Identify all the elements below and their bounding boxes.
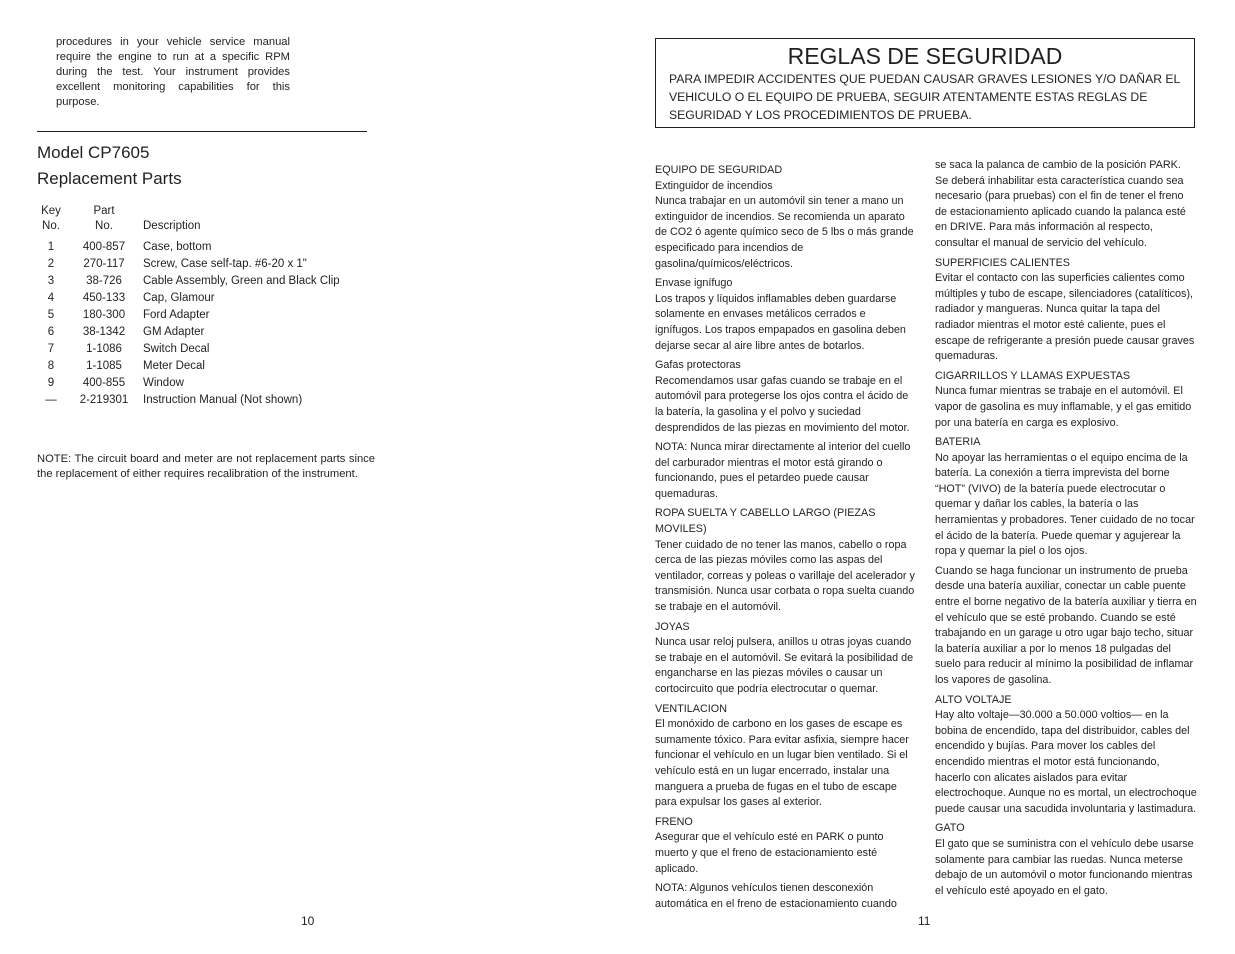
header-description xyxy=(143,204,340,241)
safety-section-heading: ROPA SUELTA Y CABELLO LARGO (PIEZAS MOVILES) xyxy=(655,507,876,536)
safety-section-heading: Gafas protectoras xyxy=(655,359,741,372)
part-number: 38-1342 xyxy=(82,326,126,338)
model-heading xyxy=(37,140,182,192)
part-description: Screw, Case self-tap. #6-20 x 1" xyxy=(143,258,307,270)
safety-section-heading: SUPERFICIES CALIENTES xyxy=(935,256,1070,269)
part-number: 450-133 xyxy=(82,292,126,304)
safety-section-text: Cuando se haga funcionar un instrumento de prueba desde una batería auxiliar, conectar un cable puente entre el borne negativo de la batería auxiliar y tierra en el vehículo que se esté probando. Cuando se esté trabajando en un garage u otro ugar bajo techo, situar la batería auxiliar a por lo menos 18 pulgadas del suelo para reducir al mínimo la posibilidad de inflamar los vapores de gasolina. xyxy=(935,564,1197,686)
safety-section xyxy=(935,564,1197,689)
safety-section-text: NOTA: Nunca mirar directamente al interior del cuello del carburador mientras el motor está girando o funcionando, pues el petardeo puede causar quemaduras. xyxy=(655,441,911,500)
part-number: 270-117 xyxy=(83,258,125,270)
safety-section xyxy=(655,276,915,354)
part-key: 1 xyxy=(47,241,55,253)
part-description: Switch Decal xyxy=(143,343,210,355)
safety-column-left xyxy=(655,163,915,916)
replacement-parts-table xyxy=(37,204,340,411)
table-row xyxy=(37,309,340,326)
safety-section xyxy=(935,256,1197,365)
safety-section-heading: Envase ignífugo xyxy=(655,277,733,290)
part-description: Meter Decal xyxy=(143,360,205,372)
safety-rules-box xyxy=(655,38,1195,128)
page-number-left: 10 xyxy=(301,914,315,928)
safety-section xyxy=(655,620,915,698)
safety-section-heading: ALTO VOLTAJE xyxy=(935,693,1012,706)
part-number: 400-855 xyxy=(82,377,126,389)
safety-section xyxy=(935,435,1197,560)
table-row xyxy=(37,343,340,360)
note-paragraph: NOTE: The circuit board and meter are not replacement parts since the replacement of either requires recalibration of the instrument. xyxy=(37,453,375,480)
section-divider xyxy=(37,131,367,132)
safety-section-text: No apoyar las herramientas o el equipo encima de la batería. La conexión a tierra imprevista del borne “HOT” (VIVO) de la batería puede electrocutar o quemar y dañar los cables, la batería o las herramientas y probadores. Tener cuidado de no tocar el ácido de la batería. Puede quemar y agujerear la ropa y quemar la piel o los ojos. xyxy=(935,451,1195,558)
safety-section xyxy=(655,358,915,436)
part-description: Window xyxy=(143,377,184,389)
safety-section-text: Recomendamos usar gafas cuando se trabaje en el automóvil para protegerse los ojos contra el ácido de la batería, la gasolina y el polvo y suciedad desprendidos de las piezas en movimiento del motor. xyxy=(655,374,910,434)
table-row xyxy=(37,241,340,258)
model-title: Model CP7605 xyxy=(37,143,150,162)
intro-paragraph: procedures in your vehicle service manual require the engine to run at a specific RPM during the test. Your instrument provides excellent monitoring capabilities for this purpose. xyxy=(56,36,290,108)
safety-section-heading: VENTILACION xyxy=(655,702,727,715)
part-description: GM Adapter xyxy=(143,326,205,338)
part-key: 2 xyxy=(47,258,55,270)
safety-section xyxy=(655,815,915,877)
part-description: Cap, Glamour xyxy=(143,292,215,304)
safety-section xyxy=(655,440,915,502)
safety-section-text: Nunca fumar mientras se trabaje en el automóvil. El vapor de gasolina es muy inflamable, y el gas emitido por una batería en carga es explosivo. xyxy=(935,385,1192,429)
safety-section-text: Nunca usar reloj pulsera, anillos u otras joyas cuando se trabaje en el automóvil. Se evitará la posibilidad de engancharse en las piezas móviles o causar un cortocircuito que podría electrocutar o quemar. xyxy=(655,636,914,695)
safety-section xyxy=(935,158,1197,252)
part-key: 7 xyxy=(47,343,55,355)
safety-warning-text: PARA IMPEDIR ACCIDENTES QUE PUEDAN CAUSAR GRAVES LESIONES Y/O DAÑAR EL VEHICULO O EL EQUIPO DE PRUEBA, SEGUIR ATENTAMENTE ESTAS REGLAS DE SEGURIDAD Y LOS PROCEDIMIENTOS DE PRUEBA. xyxy=(669,72,1180,122)
safety-rules-title: REGLAS DE SEGURIDAD xyxy=(787,43,1063,69)
part-key: 9 xyxy=(47,377,55,389)
table-row xyxy=(37,292,340,309)
table-row xyxy=(37,394,340,411)
part-key: 8 xyxy=(47,360,55,372)
safety-section-heading: GATO xyxy=(935,822,965,835)
part-key: 4 xyxy=(47,292,55,304)
safety-section-heading: CIGARRILLOS Y LLAMAS EXPUESTAS xyxy=(935,369,1131,382)
table-row xyxy=(37,360,340,377)
safety-section xyxy=(935,693,1197,818)
part-description: Instruction Manual (Not shown) xyxy=(143,394,303,406)
safety-section xyxy=(655,163,915,272)
safety-section-text: Asegurar que el vehículo esté en PARK o punto muerto y que el freno de estacionamiento esté aplicado. xyxy=(655,831,884,875)
safety-section-text: El monóxido de carbono en los gases de escape es sumamente tóxico. Para evitar asfixia, siempre hacer funcionar el vehículo en un lugar bien ventilado. Si el vehículo está en un lugar encerrado, instalar una manguera a prueba de fugas en el tubo de escape para expulsar los gases al exterior. xyxy=(655,718,909,809)
part-key: — xyxy=(45,394,57,406)
safety-section-text: NOTA: Algunos vehículos tienen desconexión automática en el freno de estacionamiento cuando xyxy=(655,882,897,910)
page-number-right: 11 xyxy=(918,914,931,928)
safety-section xyxy=(655,702,915,811)
safety-section-text: se saca la palanca de cambio de la posición PARK. Se deberá inhabilitar esta característica cuando sea necesario (para pruebas) con el fin de tener el freno de estacionamiento aplicado cuando la palanca esté en DRIVE. Para más información al respecto, consultar el manual de servicio del vehículo. xyxy=(935,159,1186,249)
part-number: 2-219301 xyxy=(79,394,129,406)
safety-section-heading: JOYAS xyxy=(655,620,690,633)
safety-section-heading: BATERIA xyxy=(935,436,981,449)
safety-section xyxy=(935,821,1197,899)
part-key: 5 xyxy=(47,309,55,321)
table-row xyxy=(37,326,340,343)
part-description: Cable Assembly, Green and Black Clip xyxy=(143,275,340,287)
safety-section xyxy=(655,506,915,615)
safety-section-text: Los trapos y líquidos inflamables deben guardarse solamente en envases metálicos cerrados e ignífugos. Los trapos empapados en gasolina deben dejarse secar al aire libre antes de botarlos. xyxy=(655,292,906,352)
safety-section-text: El gato que se suministra con el vehículo debe usarse solamente para cambiar las ruedas. Nunca meterse debajo de un automóvil o motor funcionando mientras el vehículo esté apoyado en el gato. xyxy=(935,837,1194,897)
safety-section-heading: FRENO xyxy=(655,815,693,828)
part-number: 1-1086 xyxy=(86,343,122,355)
table-row xyxy=(37,258,340,275)
table-row xyxy=(37,377,340,394)
safety-column-right xyxy=(935,158,1197,903)
table-row xyxy=(37,275,340,292)
safety-section xyxy=(935,369,1197,431)
part-number: 1-1085 xyxy=(86,360,122,372)
part-number: 400-857 xyxy=(82,241,126,253)
part-description: Case, bottom xyxy=(143,241,212,253)
header-key: Key No. xyxy=(41,205,61,232)
safety-section-heading: EQUIPO DE SEGURIDAD Extinguidor de incendios xyxy=(655,164,783,192)
safety-section-text: Hay alto voltaje—30.000 a 50.000 voltios— en la bobina de encendido, tapa del distribuidor, cables del encendido y bujías. Para mover los cables del encendido mientras el motor está funcionando, hacerlo con alicates aislados para evitar electrochoque. Aunque no es mortal, un electrochoque puede causar una sacudida involuntaria y lastimadura. xyxy=(935,709,1197,815)
table-header-row xyxy=(37,204,340,241)
header-description-label: Description xyxy=(143,220,201,232)
part-key: 6 xyxy=(47,326,55,338)
safety-section-text: Evitar el contacto con las superficies calientes como múltiples y tubo de escape, silenciadores (catalíticos), radiador y mangueras. Nunca quitar la tapa del radiador mientras el motor esté caliente, pues el escape de refrigerante a presión puede causar graves quemaduras. xyxy=(935,272,1195,363)
parts-title: Replacement Parts xyxy=(37,169,182,188)
part-description: Ford Adapter xyxy=(143,309,210,321)
part-number: 180-300 xyxy=(82,309,126,321)
safety-section-text: Tener cuidado de no tener las manos, cabello o ropa cerca de las piezas móviles como las aspas del ventilador, correas y poleas o varillaje del acelerador y transmisión. Nunca usar corbata o ropa suelta cuando se trabaje en el automóvil. xyxy=(655,538,915,614)
part-key: 3 xyxy=(47,275,55,287)
part-number: 38-726 xyxy=(86,275,122,287)
safety-section-text: Nunca trabajar en un automóvil sin tener a mano un extinguidor de incendios. Se recomienda un aparato de CO2 ó agente químico seco de 5 lbs o más grande especificado para incendios de gasolina/químicos/eléctricos. xyxy=(655,195,914,270)
header-part: Part No. xyxy=(93,205,115,232)
safety-section xyxy=(655,881,915,912)
